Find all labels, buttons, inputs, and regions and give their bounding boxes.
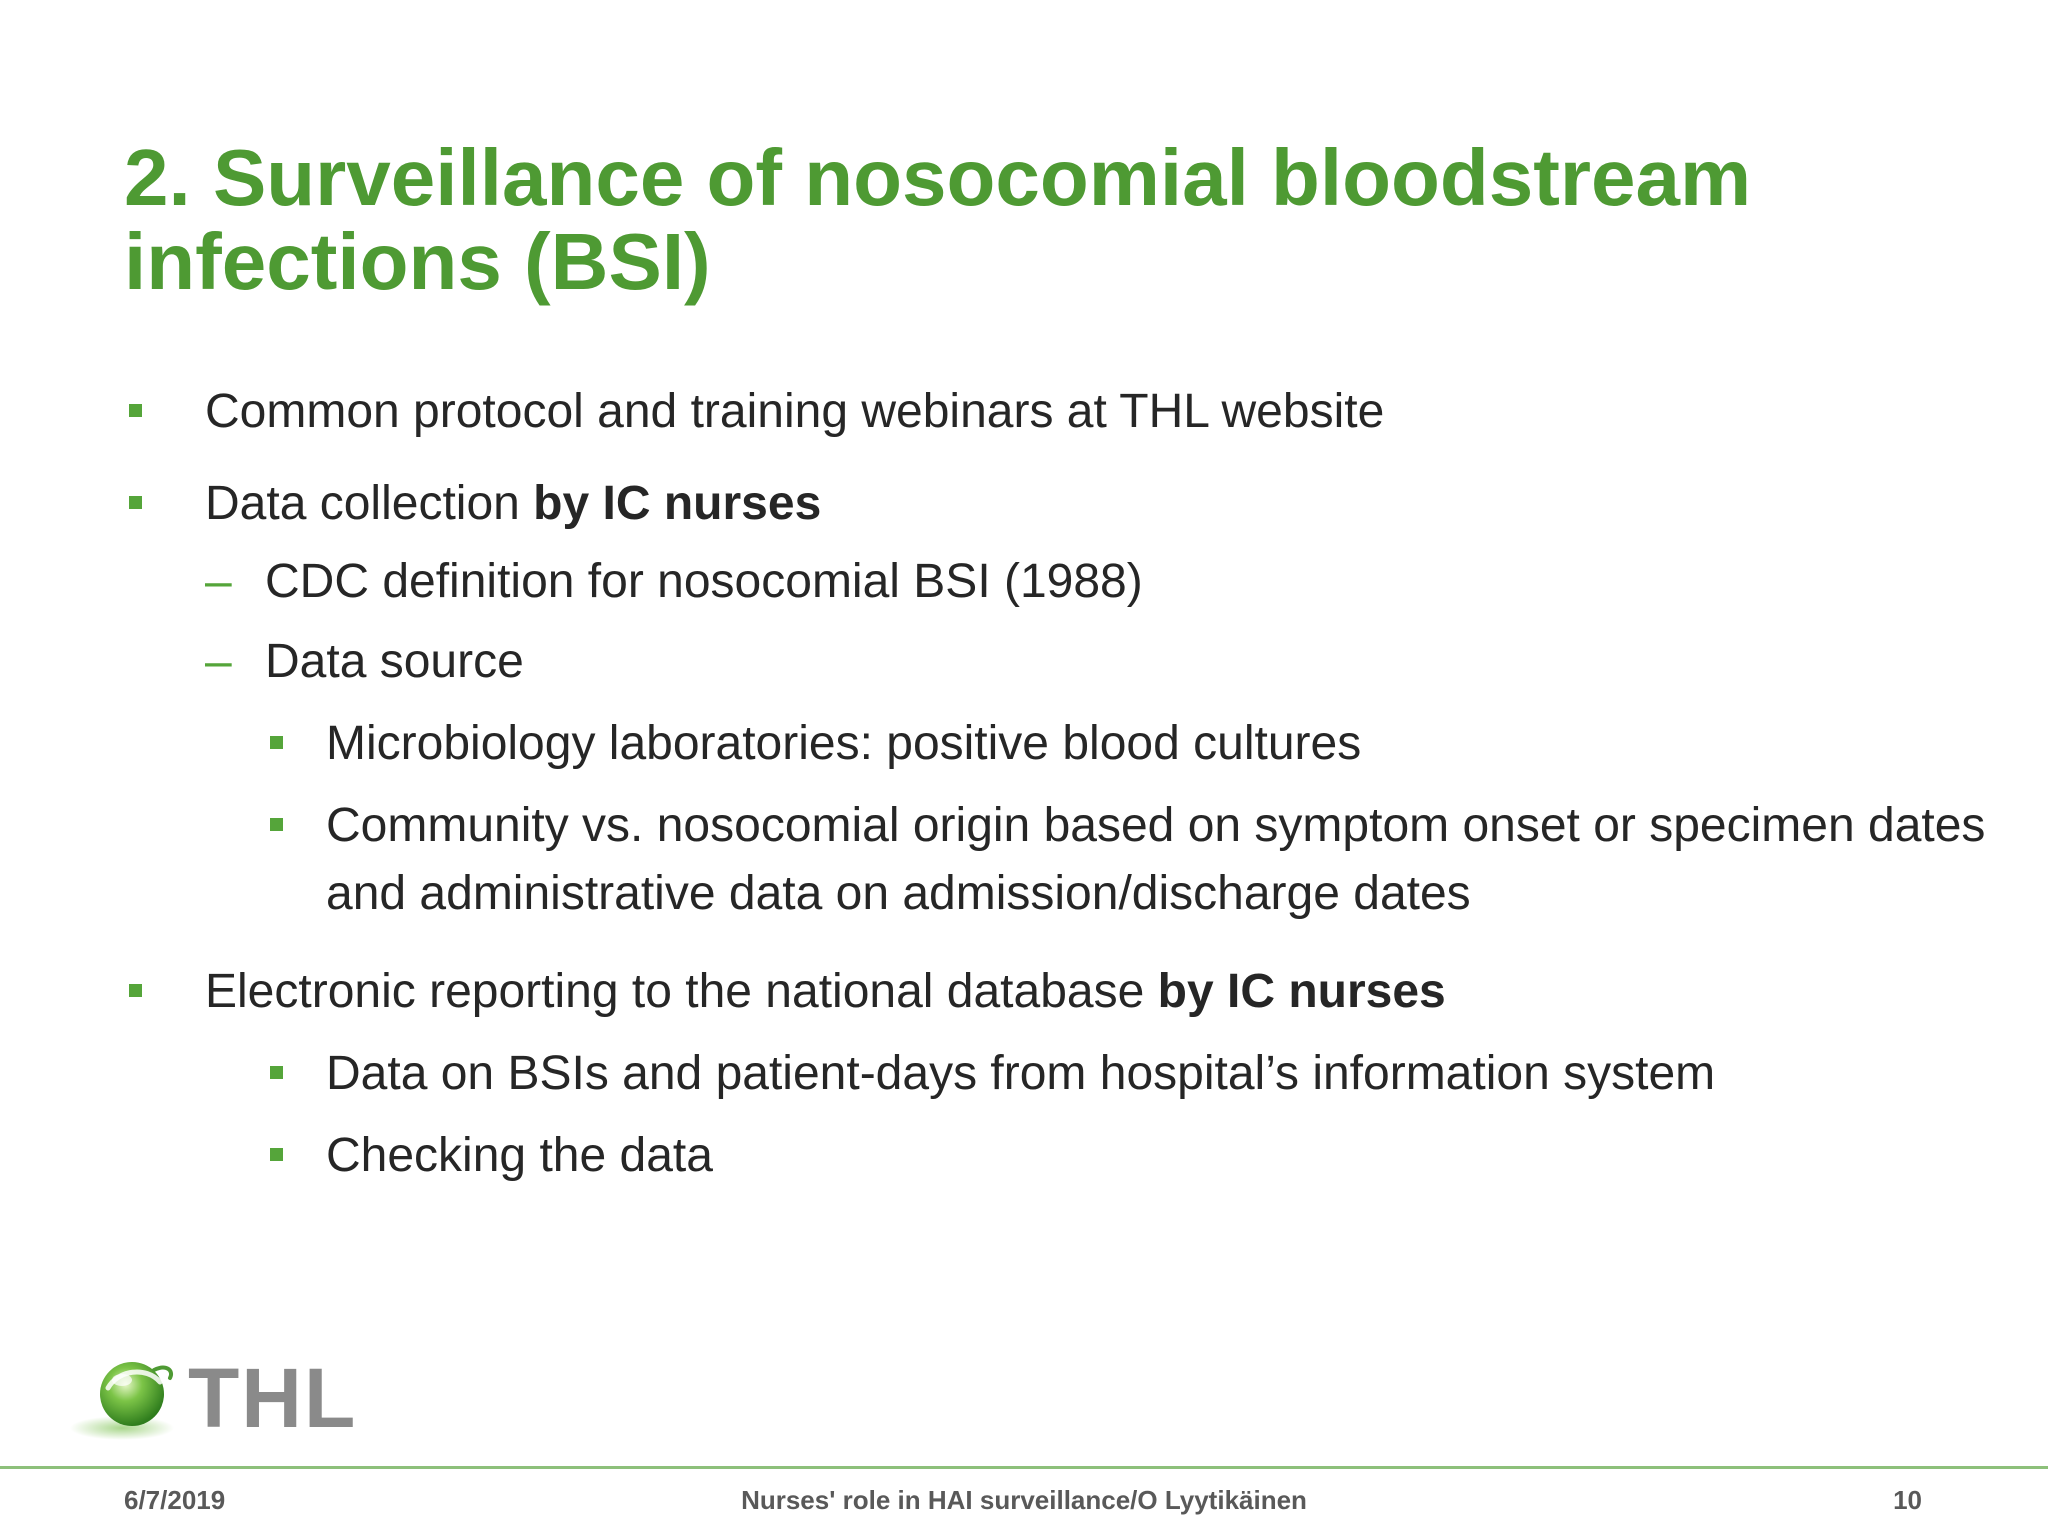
slide-body [124,378,2004,1190]
thl-globe-icon [70,1348,182,1448]
footer-title: Nurses' role in HAI surveillance/O Lyytikäinen [741,1485,1307,1515]
thl-logo [70,1348,370,1448]
bullet-text: Data collection [205,477,534,530]
subsubbullet-checking [124,1122,2004,1190]
bullet-emphasis: by IC nurses [533,477,822,530]
subsubbullet-community [124,792,2004,928]
subbullet-cdc-definition [124,548,2004,616]
bullet-electronic-reporting [124,958,2004,1026]
subbullet-text: CDC definition for nosocomial BSI (1988) [265,555,1143,608]
bullet-common-protocol [124,378,2004,446]
footer-page-number: 10 [1893,1485,1922,1515]
square-bullet-icon [129,984,142,997]
subsubbullet-data-on-bsis [124,1040,2004,1108]
subbullet-data-source [124,628,2004,696]
square-bullet-icon [270,736,283,749]
footer-divider [0,1466,2048,1469]
subsubbullet-microbiology [124,710,2004,778]
subbullet-text: Data source [265,635,524,688]
logo-text: THL [188,1351,358,1445]
bullet-text: Electronic reporting to the national database [205,965,1158,1018]
dash-bullet-icon: – [205,555,232,608]
subsubbullet-text: Checking the data [326,1129,713,1182]
square-bullet-icon [270,1066,283,1079]
square-bullet-icon [270,1148,283,1161]
subsubbullet-text: Community vs. nosocomial origin based on symptom onset or specimen dates and administrative data on admission/discharge dates [326,799,1986,920]
bullet-data-collection [124,470,2004,538]
subsubbullet-text: Data on BSIs and patient-days from hospital’s information system [326,1047,1716,1100]
footer-date: 6/7/2019 [124,1485,226,1515]
square-bullet-icon [270,818,283,831]
bullet-emphasis: by IC nurses [1157,965,1446,1018]
square-bullet-icon [129,404,142,417]
slide-title: 2. Surveillance of nosocomial bloodstream infections (BSI) [124,133,1752,306]
subsubbullet-text: Microbiology laboratories: positive blood cultures [326,717,1362,770]
dash-bullet-icon: – [205,635,232,688]
square-bullet-icon [129,496,142,509]
bullet-text: Common protocol and training webinars at THL website [205,385,1385,438]
